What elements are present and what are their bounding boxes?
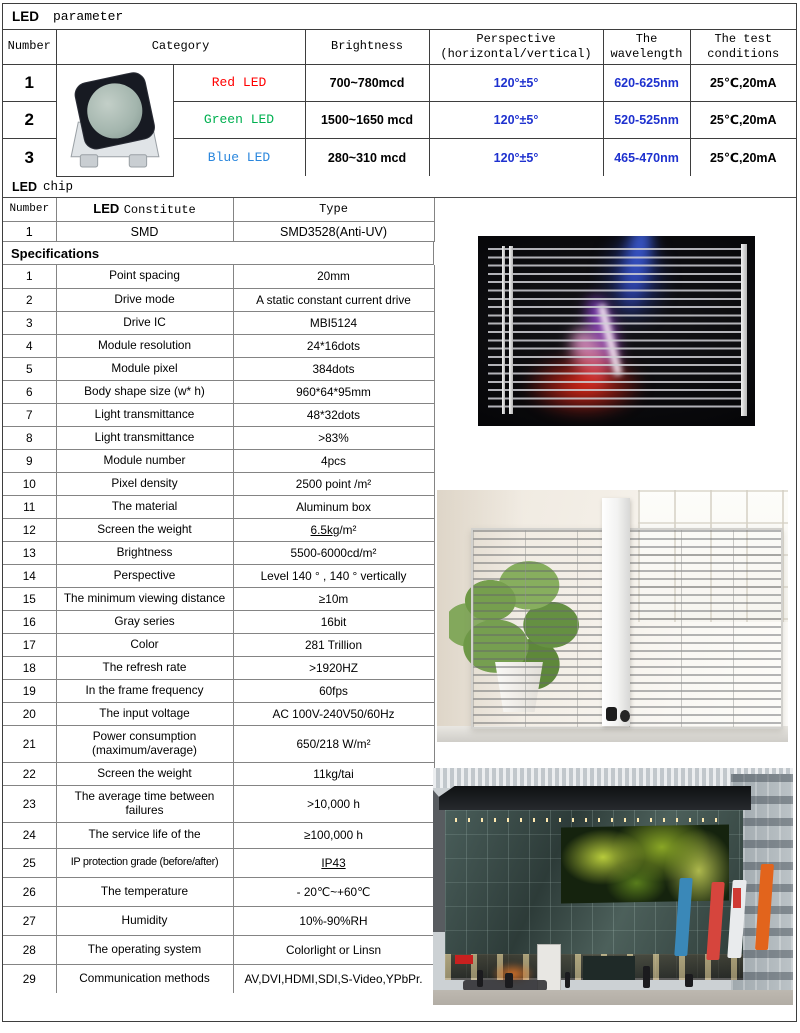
spec-number: 14	[3, 564, 56, 587]
spec-number: 7	[3, 403, 56, 426]
param-category-label: Green LED	[173, 101, 305, 138]
canopy	[439, 786, 751, 810]
spec-label: Drive IC	[56, 311, 233, 334]
pavement	[433, 990, 793, 1005]
specifications-table	[3, 265, 435, 993]
spec-value-underlined: IP43	[321, 855, 346, 870]
spec-value	[233, 288, 434, 311]
spec-number: 12	[3, 518, 56, 541]
spec-number: 28	[3, 935, 56, 964]
param-wavelength: 520-525nm	[603, 101, 690, 138]
spec-value	[233, 587, 434, 610]
spec-number: 13	[3, 541, 56, 564]
spec-number: 17	[3, 633, 56, 656]
title-bold: LED	[12, 9, 39, 24]
spec-value-text: Colorlight or Linsn	[285, 942, 382, 957]
led-chip-photo	[56, 64, 173, 176]
spec-number: 4	[3, 334, 56, 357]
spec-value	[233, 935, 434, 964]
spec-row	[3, 656, 434, 679]
person-silhouette	[643, 966, 650, 988]
connector-knob	[606, 707, 617, 721]
spec-value	[233, 380, 434, 403]
spec-value	[233, 762, 434, 785]
spec-number: 21	[3, 725, 56, 762]
spec-row	[3, 518, 434, 541]
chip-constitute: SMD	[56, 222, 233, 242]
param-wavelength: 465-470nm	[603, 139, 690, 176]
red-shop-sign	[455, 955, 473, 964]
spec-value	[233, 656, 434, 679]
spec-number: 1	[3, 265, 56, 288]
param-test-conditions: 25℃,20mA	[690, 101, 796, 138]
title-rest: parameter	[53, 9, 124, 24]
header-number: Number	[3, 30, 56, 64]
spec-label: Point spacing	[56, 265, 233, 288]
spec-number: 6	[3, 380, 56, 403]
spec-number: 23	[3, 785, 56, 822]
param-category-label: Blue LED	[173, 139, 305, 176]
spec-value	[233, 518, 434, 541]
spec-value-text: 11kg/tai	[313, 766, 354, 781]
chip-header-constitute: LED Constitute	[56, 198, 233, 222]
spec-row	[3, 822, 434, 848]
param-wavelength: 620-625nm	[603, 64, 690, 101]
spec-value	[233, 564, 434, 587]
spec-label: The material	[56, 495, 233, 518]
spec-value	[233, 848, 434, 877]
param-number: 1	[3, 64, 56, 101]
facade-led-screen	[561, 825, 729, 904]
support-post-right	[741, 244, 747, 416]
spec-label: Screen the weight	[56, 518, 233, 541]
spec-row	[3, 964, 434, 993]
spec-value	[233, 403, 434, 426]
support-post-left-2	[509, 246, 513, 414]
spec-value	[233, 906, 434, 935]
spec-label: Communication methods	[56, 964, 233, 993]
spec-row	[3, 906, 434, 935]
chip-data-row	[3, 222, 434, 242]
spec-value	[233, 265, 434, 288]
spec-row	[3, 725, 434, 762]
spec-row	[3, 633, 434, 656]
spec-value-text: AV,DVI,HDMI,SDI,S-Video,YPbPr.	[244, 971, 423, 986]
spec-value-text: 48*32dots	[306, 407, 361, 422]
spec-value-text: 4pcs	[321, 453, 346, 468]
spec-number: 11	[3, 495, 56, 518]
spec-label: Light transmittance	[56, 403, 233, 426]
connector-knob-2	[620, 710, 630, 722]
spec-number: 15	[3, 587, 56, 610]
param-brightness: 700~780mcd	[305, 64, 429, 101]
spec-label: IP protection grade (before/after)	[56, 848, 233, 877]
spec-value-text: - 20℃~+60℃	[296, 884, 371, 899]
param-brightness: 1500~1650 mcd	[305, 101, 429, 138]
spec-number: 3	[3, 311, 56, 334]
spec-number: 19	[3, 679, 56, 702]
left-column	[3, 198, 434, 994]
spec-row	[3, 357, 434, 380]
spec-value	[233, 495, 434, 518]
spec-row	[3, 495, 434, 518]
person-silhouette	[685, 974, 693, 987]
spec-row	[3, 848, 434, 877]
led-chip-table	[3, 198, 435, 243]
spec-number: 29	[3, 964, 56, 993]
spec-value	[233, 449, 434, 472]
param-test-conditions: 25℃,20mA	[690, 139, 796, 176]
spec-label: The average time between failures	[56, 785, 233, 822]
spec-label: Power consumption (maximum/average)	[56, 725, 233, 762]
spec-value-text: >10,000 h	[307, 796, 360, 811]
param-perspective: 120°±5°	[429, 101, 603, 138]
spec-row	[3, 785, 434, 822]
center-support-column	[602, 498, 630, 726]
chip-number: 1	[3, 222, 56, 242]
spec-label: The operating system	[56, 935, 233, 964]
spec-value-text: A static constant current drive	[256, 292, 411, 307]
support-post-left	[502, 246, 505, 414]
person-silhouette	[477, 970, 483, 987]
spec-row	[3, 288, 434, 311]
spec-value-underlined: 6.5kg	[310, 522, 340, 537]
spec-value-text: 20mm	[317, 269, 350, 284]
spec-label: In the frame frequency	[56, 679, 233, 702]
spec-label: Color	[56, 633, 233, 656]
spec-label: The refresh rate	[56, 656, 233, 679]
param-header-row	[3, 30, 796, 64]
spec-value	[233, 702, 434, 725]
spec-value-text: ≥10m	[318, 591, 349, 606]
spec-row	[3, 265, 434, 288]
spec-value-text: Level 140 ° , 140 ° vertically	[260, 568, 407, 583]
spec-row	[3, 877, 434, 906]
spec-number: 16	[3, 610, 56, 633]
entrance-door	[583, 956, 635, 980]
spec-value-text: 2500 point /m²	[295, 476, 372, 491]
led-chip-title	[3, 177, 796, 198]
spec-number: 27	[3, 906, 56, 935]
spec-value-text: 960*64*95mm	[296, 384, 371, 399]
spec-value-text: >83%	[318, 430, 349, 445]
spec-label: Module number	[56, 449, 233, 472]
spec-row	[3, 564, 434, 587]
spec-label: The minimum viewing distance	[56, 587, 233, 610]
header-test-conditions: The test conditions	[690, 30, 796, 64]
led-parameter-table	[3, 30, 796, 177]
spec-value-text: 650/218 W/m²	[296, 736, 371, 751]
spec-row	[3, 587, 434, 610]
spec-row	[3, 334, 434, 357]
spec-value-text: Aluminum box	[296, 499, 371, 514]
param-perspective: 120°±5°	[429, 64, 603, 101]
param-test-conditions: 25℃,20mA	[690, 64, 796, 101]
param-perspective: 120°±5°	[429, 139, 603, 176]
spec-value	[233, 822, 434, 848]
spec-value	[233, 877, 434, 906]
spec-value	[233, 541, 434, 564]
spec-number: 24	[3, 822, 56, 848]
spec-value	[233, 357, 434, 380]
spec-number: 26	[3, 877, 56, 906]
spec-number: 25	[3, 848, 56, 877]
spec-label: Light transmittance	[56, 426, 233, 449]
spec-value-text: 384dots	[312, 361, 355, 376]
spec-number: 22	[3, 762, 56, 785]
spec-row	[3, 935, 434, 964]
header-perspective: Perspective (horizontal/vertical)	[429, 30, 603, 64]
spec-value	[233, 334, 434, 357]
param-category-label: Red LED	[173, 64, 305, 101]
spec-value-text: AC 100V-240V50/60Hz	[272, 706, 395, 721]
spec-value	[233, 725, 434, 762]
param-number: 2	[3, 101, 56, 138]
spec-row	[3, 702, 434, 725]
spec-label: Module resolution	[56, 334, 233, 357]
param-row-red	[3, 64, 796, 101]
spec-label: Gray series	[56, 610, 233, 633]
spec-label: Brightness	[56, 541, 233, 564]
spec-label: The input voltage	[56, 702, 233, 725]
spec-number: 20	[3, 702, 56, 725]
spec-value-text: MBI5124	[309, 315, 358, 330]
spec-value-text: 281 Trillion	[304, 637, 363, 652]
spec-value	[233, 964, 434, 993]
spec-number: 10	[3, 472, 56, 495]
spec-value-text: 5500-6000cd/m²	[290, 545, 377, 560]
header-category: Category	[56, 30, 305, 64]
spec-row	[3, 380, 434, 403]
spec-value	[233, 426, 434, 449]
spec-number: 18	[3, 656, 56, 679]
chip-header-type: Type	[233, 198, 434, 222]
spec-value	[233, 633, 434, 656]
spec-row	[3, 426, 434, 449]
person-silhouette	[565, 972, 570, 988]
specifications-title: Specifications	[3, 242, 434, 265]
person-silhouette	[505, 973, 513, 988]
spec-label: Module pixel	[56, 357, 233, 380]
spec-value	[233, 785, 434, 822]
chip-header-number: Number	[3, 198, 56, 222]
chip-type: SMD3528(Anti-UV)	[233, 222, 434, 242]
photo-led-screen-indoor	[437, 490, 788, 742]
photo-led-glass-facade	[433, 768, 793, 1005]
param-brightness: 280~310 mcd	[305, 139, 429, 176]
spec-value	[233, 311, 434, 334]
spec-row	[3, 472, 434, 495]
chip-header-row	[3, 198, 434, 222]
photo-led-module-dark	[478, 236, 755, 426]
spec-label: The temperature	[56, 877, 233, 906]
smd-led-illustration	[64, 66, 166, 170]
led-parameter-title	[3, 4, 796, 30]
header-brightness: Brightness	[305, 30, 429, 64]
spec-value-text: 10%-90%RH	[299, 913, 368, 928]
spec-value-text: ≥100,000 h	[304, 828, 363, 842]
spec-number: 2	[3, 288, 56, 311]
led-strip-bars	[488, 248, 746, 413]
spec-row	[3, 762, 434, 785]
spec-label: Pixel density	[56, 472, 233, 495]
spec-value-text: 16bit	[320, 614, 347, 629]
spec-value	[233, 679, 434, 702]
spec-label: The service life of the	[56, 822, 233, 848]
spec-label: Screen the weight	[56, 762, 233, 785]
spec-label: Drive mode	[56, 288, 233, 311]
header-wavelength: The wavelength	[603, 30, 690, 64]
spec-value-text: 24*16dots	[306, 338, 361, 353]
spec-value	[233, 472, 434, 495]
spec-value	[233, 610, 434, 633]
spec-label: Perspective	[56, 564, 233, 587]
spec-row	[3, 311, 434, 334]
banner-flag-white-red-patch	[733, 888, 741, 908]
spec-row	[3, 679, 434, 702]
spec-number: 5	[3, 357, 56, 380]
spec-number: 9	[3, 449, 56, 472]
spec-row	[3, 541, 434, 564]
spec-value-text: >1920HZ	[309, 660, 358, 675]
spec-row	[3, 403, 434, 426]
spec-number: 8	[3, 426, 56, 449]
chip-title-rest: chip	[43, 179, 74, 194]
param-number: 3	[3, 139, 56, 176]
spec-row	[3, 610, 434, 633]
spec-value-text: 60fps	[319, 683, 348, 698]
ceiling-lights	[455, 818, 727, 822]
spec-row	[3, 449, 434, 472]
spec-label: Humidity	[56, 906, 233, 935]
spec-label: Body shape size (w* h)	[56, 380, 233, 403]
chip-title-bold: LED	[12, 179, 37, 194]
spec-value-text: /m²	[339, 522, 357, 537]
